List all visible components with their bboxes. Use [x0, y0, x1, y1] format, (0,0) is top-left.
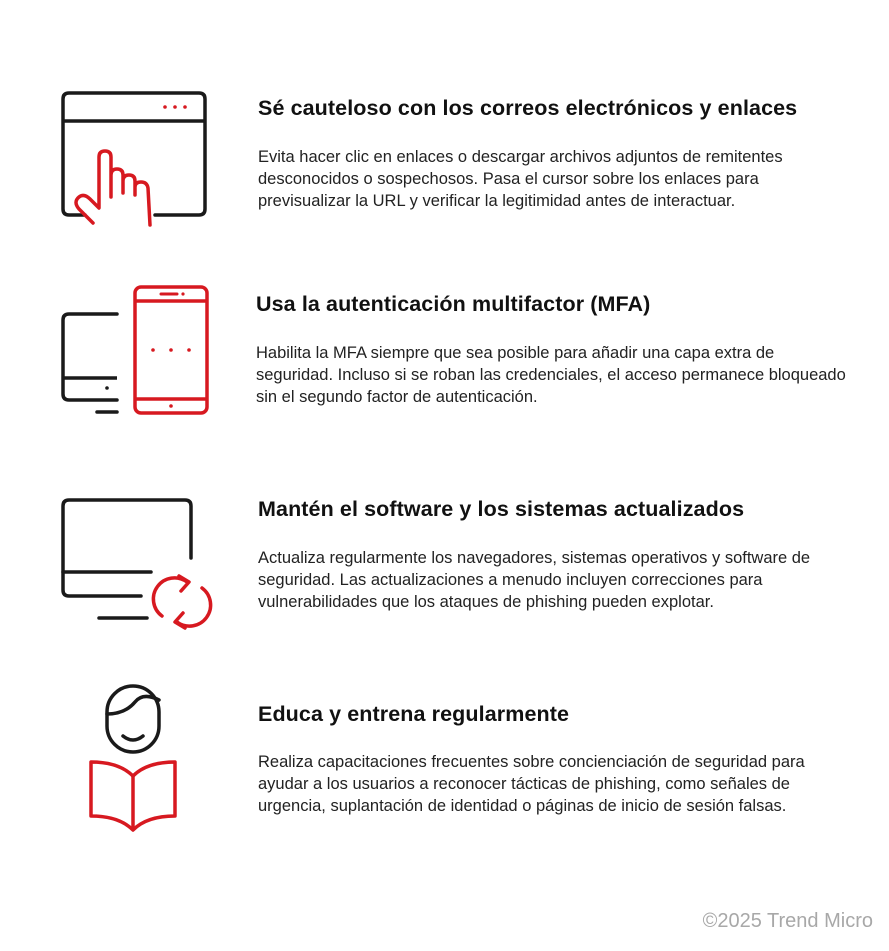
tip-title: Usa la autenticación multifactor (MFA): [256, 292, 651, 316]
reader-book-icon: [75, 680, 195, 840]
tip-description: Evita hacer clic en enlaces o descargar archivos adjuntos de remitentes desconocidos o sospechosos. Pasa el cursor sobre los enlaces para previsualizar la URL y verificar la legitimidad antes de interactuar.: [258, 148, 783, 210]
monitor-update-icon: [55, 492, 220, 632]
browser-click-icon: [55, 85, 215, 235]
mfa-devices-icon: [55, 282, 220, 422]
copyright-footer: ©2025 Trend Micro: [702, 910, 873, 932]
tip-description: Actualiza regularmente los navegadores, sistemas operativos y software de seguridad. Las actualizaciones a menudo incluyen correcciones para vulnerabilidades que los ataques de phishing pueden explotar.: [258, 549, 811, 611]
tip-title: Mantén el software y los sistemas actualizados: [258, 497, 745, 521]
tip-description: Habilita la MFA siempre que sea posible para añadir una capa extra de seguridad. Incluso si se roban las credenciales, el acceso permanece bloqueado sin el segundo factor de autenticación.: [256, 344, 846, 406]
tip-title: Sé cauteloso con los correos electrónicos y enlaces: [258, 96, 798, 120]
tip-description: Realiza capacitaciones frecuentes sobre concienciación de seguridad para ayudar a los usuarios a reconocer tácticas de phishing, como señales de urgencia, suplantación de identidad o páginas de inicio de sesión falsas.: [258, 753, 805, 815]
tip-title: Educa y entrena regularmente: [258, 702, 570, 726]
